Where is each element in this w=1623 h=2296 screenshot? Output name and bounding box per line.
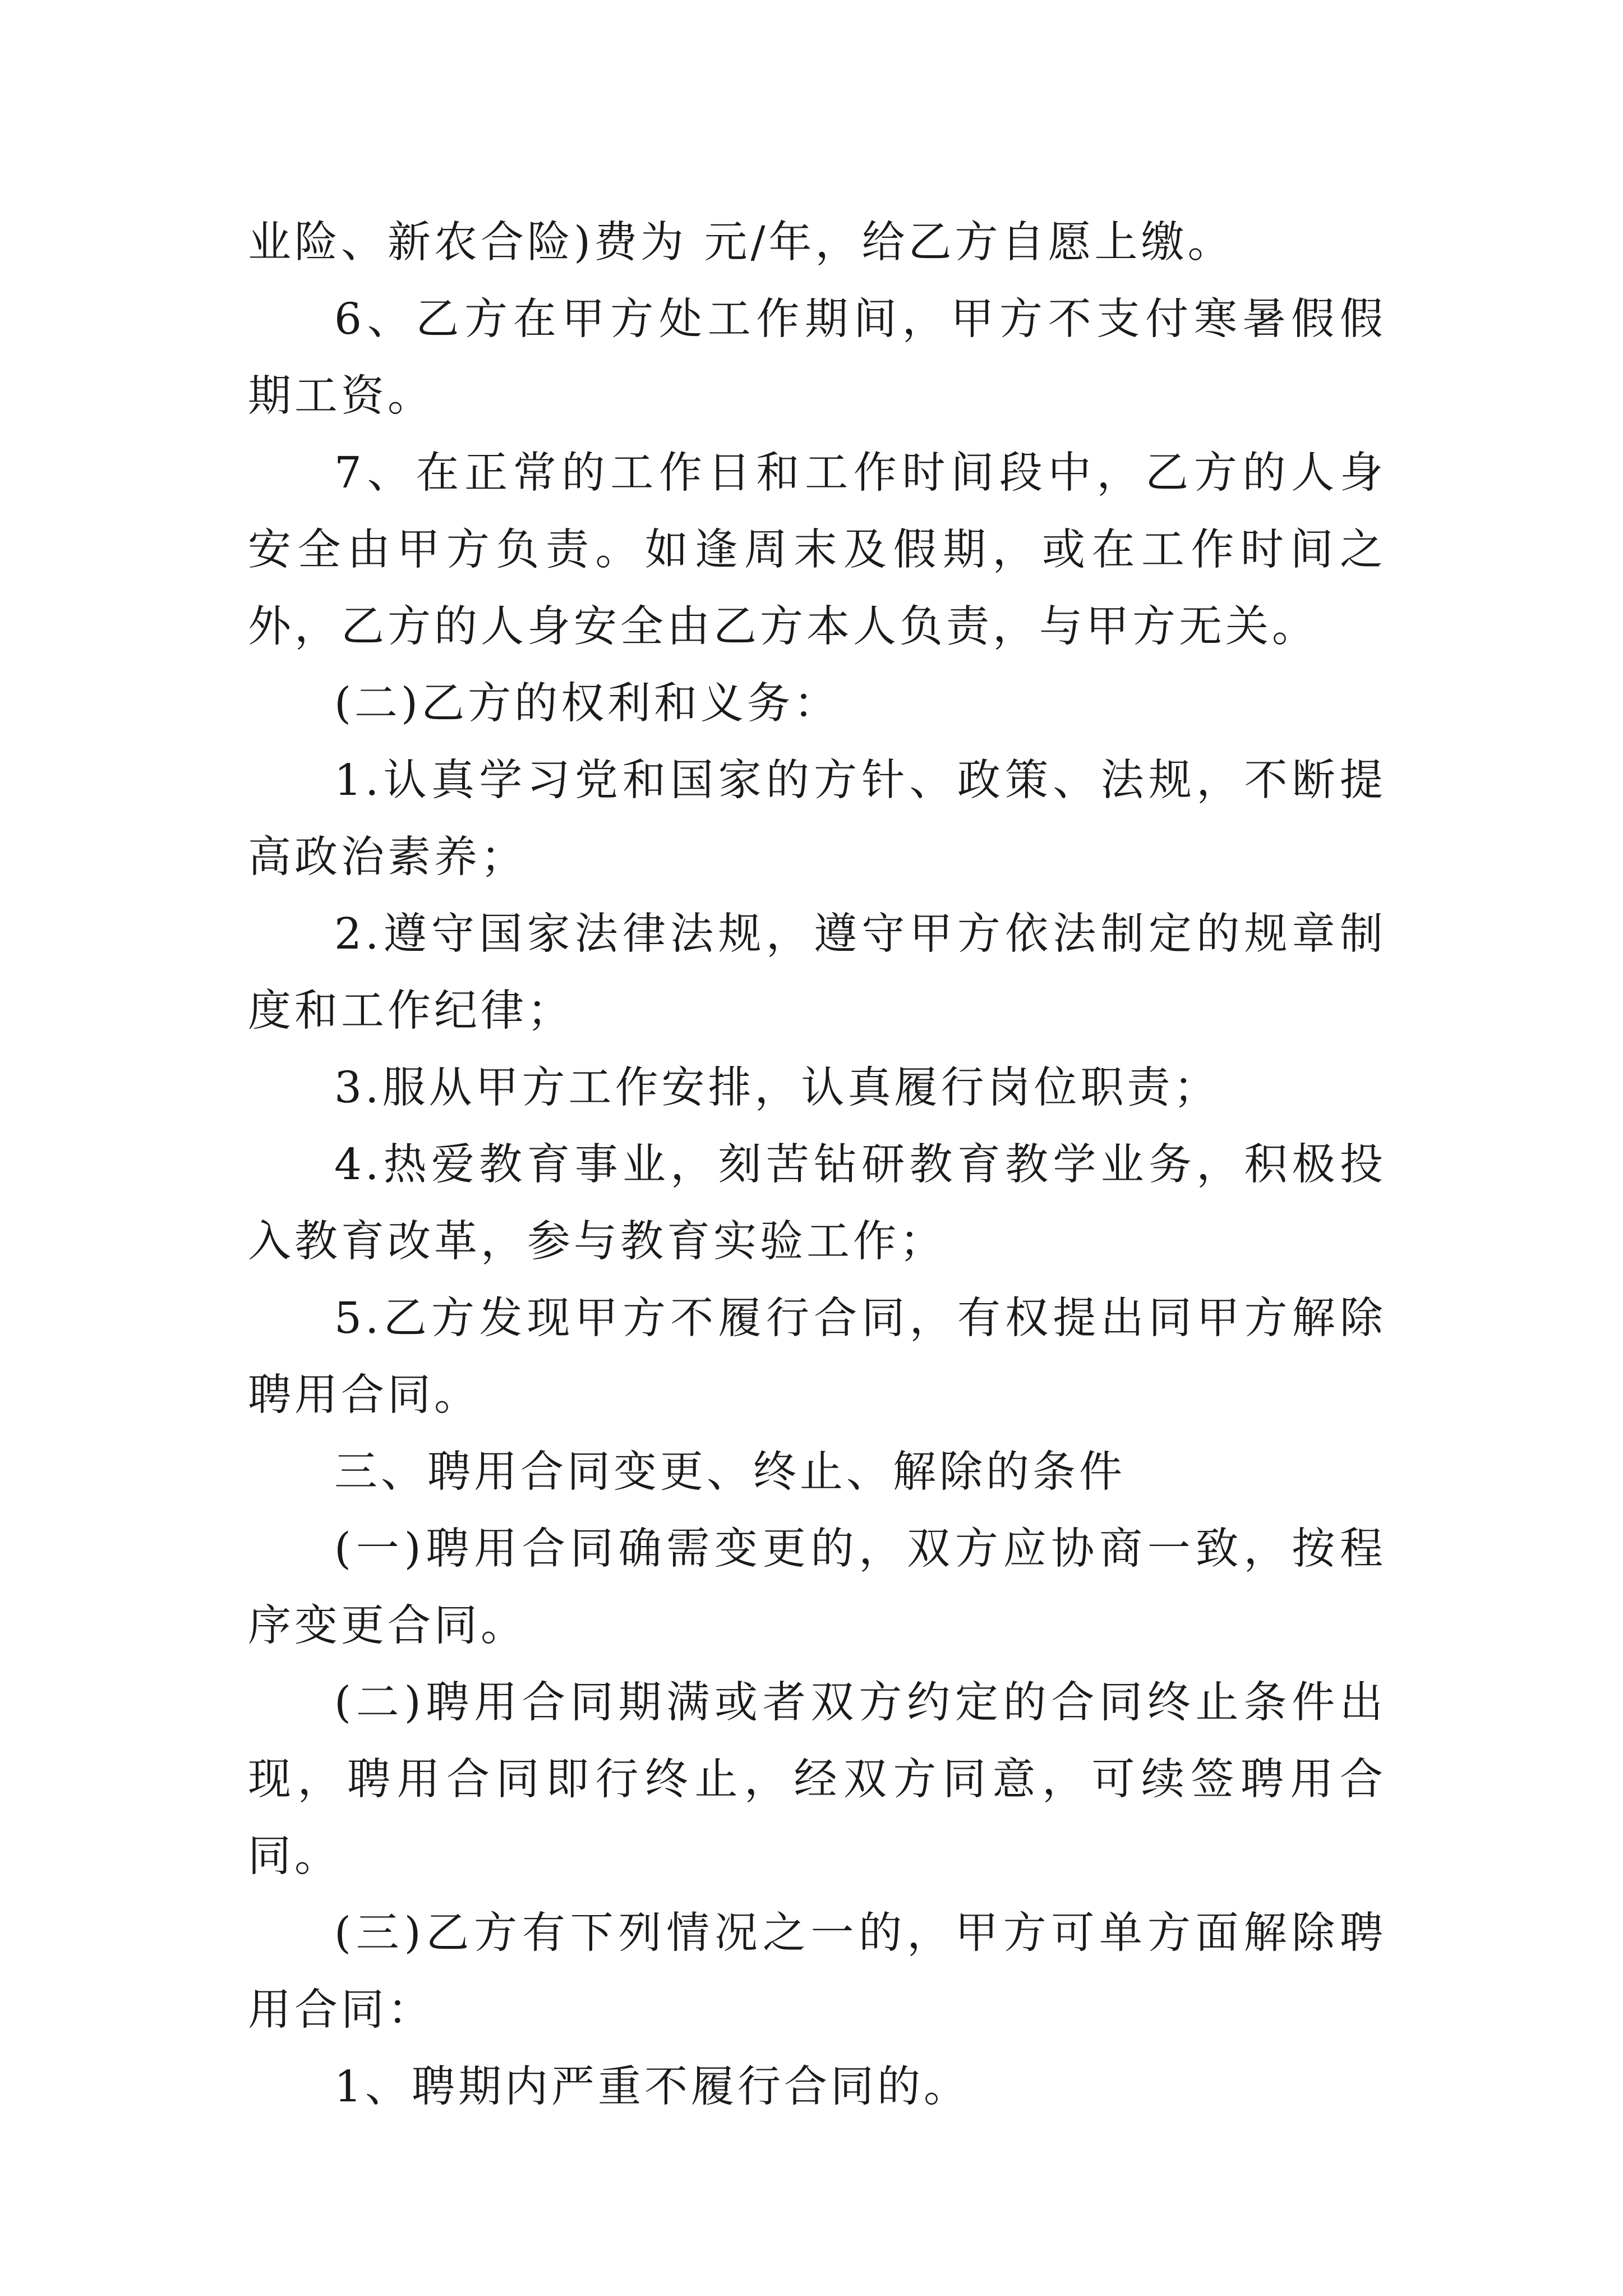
paragraph-insurance-fee: 业险、新农合险)费为 元/年，给乙方自愿上缴。 (248, 218, 1234, 268)
paragraph-change-1: (一)聘用合同确需变更的，双方应协商一致，按程序变更合同。 (248, 1524, 1386, 1651)
paragraph-change-3: (三)乙方有下列情况之一的，甲方可单方面解除聘用合同： (248, 1908, 1386, 2035)
paragraph-duty-1: 1.认真学习党和国家的方针、政策、法规，不断提高政治素养； (248, 756, 1386, 882)
paragraph-change-2: (二)聘用合同期满或者双方约定的合同终止条件出现，聘用合同即行终止，经双方同意，可续签聘用合同。 (248, 1678, 1386, 1881)
section-heading-rights-duties: (二)乙方的权利和义务： (334, 679, 841, 729)
paragraph-duty-3: 3.服从甲方工作安排，认真履行岗位职责； (334, 1063, 1220, 1113)
paragraph-duty-5: 5.乙方发现甲方不履行合同，有权提出同甲方解除聘用合同。 (248, 1294, 1386, 1420)
document-body (248, 204, 1386, 2125)
paragraph-duty-4: 4.热爱教育事业，刻苦钻研教育教学业务，积极投入教育改革，参与教育实验工作； (248, 1140, 1386, 1267)
paragraph-clause-6: 6、乙方在甲方处工作期间，甲方不支付寒暑假假期工资。 (248, 295, 1386, 421)
paragraph-termination-1: 1、聘期内严重不履行合同的。 (334, 2062, 970, 2112)
section-heading-contract-change: 三、聘用合同变更、终止、解除的条件 (334, 1447, 1126, 1497)
paragraph-clause-7: 7、在正常的工作日和工作时间段中，乙方的人身安全由甲方负责。如逢周末及假期，或在工作时间之外，乙方的人身安全由乙方本人负责，与甲方无关。 (248, 448, 1386, 652)
paragraph-duty-2: 2.遵守国家法律法规，遵守甲方依法制定的规章制度和工作纪律； (248, 909, 1386, 1036)
